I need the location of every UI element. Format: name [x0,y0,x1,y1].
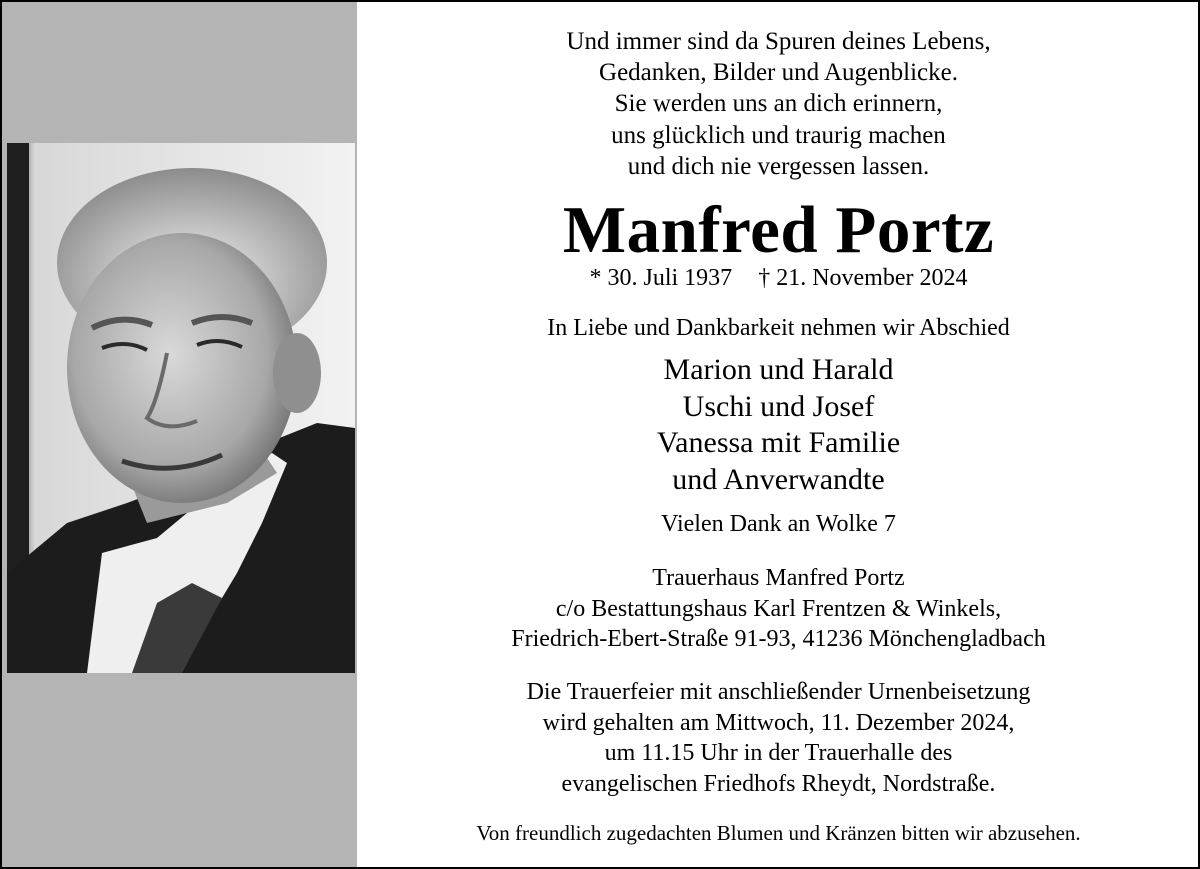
death-date: † 21. November 2024 [758,265,968,291]
portrait-photo [7,143,355,673]
ceremony-details [359,677,1198,799]
gray-side-panel [2,2,357,867]
poem-line: und dich nie vergessen lassen. [627,152,930,180]
poem-line: uns glücklich und traurig machen [611,121,946,149]
mourning-house-address [359,563,1198,655]
poem-line: Sie werden uns an dich erinnern, [614,90,943,118]
ceremony-line: wird gehalten am Mittwoch, 11. Dezember 2024, [542,709,1015,736]
address-line: Friedrich-Ebert-Straße 91-93, 41236 Mönchengladbach [511,626,1046,652]
ceremony-line: um 11.15 Uhr in der Trauerhalle des [604,740,953,766]
mourner-line: Marion und Harald [663,353,894,386]
deceased-name: Manfred Portz [562,193,995,267]
mourners-list [359,352,1198,498]
mourner-line: und Anverwandte [672,462,885,496]
address-line: c/o Bestattungshaus Karl Frentzen & Winkels, [555,595,1002,622]
ceremony-line: evangelischen Friedhofs Rheydt, Nordstraße. [561,770,996,797]
address-line: Trauerhaus Manfred Portz [652,565,905,591]
thanks-line: Vielen Dank an Wolke 7 [661,511,896,537]
mourner-line: Vanessa mit Familie [656,426,901,459]
farewell-line: In Liebe und Dankbarkeit nehmen wir Abschied [547,315,1010,341]
mourner-line: Uschi und Josef [682,389,875,423]
birth-date: * 30. Juli 1937 [589,265,733,291]
life-dates [359,263,1198,293]
memorial-poem [359,26,1198,182]
poem-line: Gedanken, Bilder und Augenblicke. [599,59,958,87]
closing-request: Von freundlich zugedachten Blumen und Kränzen bitten wir abzusehen. [476,821,1081,845]
poem-line: Und immer sind da Spuren deines Lebens, [566,28,991,55]
ceremony-line: Die Trauerfeier mit anschließender Urnenbeisetzung [526,679,1031,705]
